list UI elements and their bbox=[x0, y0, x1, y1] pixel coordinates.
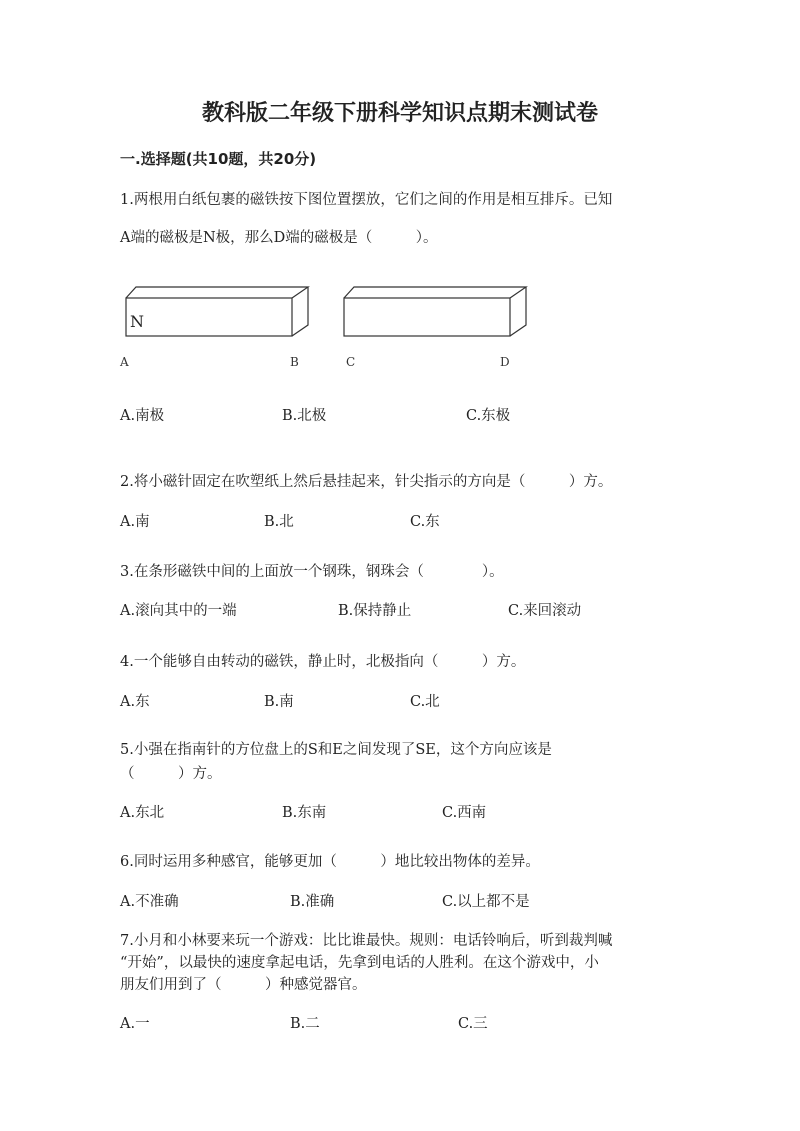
question-5-line-2: （ ）方。 bbox=[120, 766, 222, 782]
q2-option-a[interactable]: A.南 bbox=[120, 514, 150, 530]
magnets-figure bbox=[120, 278, 540, 348]
q1-option-a[interactable]: A.南极 bbox=[120, 408, 165, 424]
question-7-line-2: “开始”，以最快的速度拿起电话，先拿到电话的人胜利。在这个游戏中，小 bbox=[120, 955, 599, 971]
q2-option-b[interactable]: B.北 bbox=[264, 514, 294, 530]
question-7-line-3: 朋友们用到了（ ）种感觉器官。 bbox=[120, 977, 367, 993]
end-label-b: B bbox=[290, 355, 299, 369]
end-label-a: A bbox=[120, 355, 129, 369]
q3-option-c[interactable]: C.来回滚动 bbox=[508, 603, 582, 619]
q4-option-a[interactable]: A.东 bbox=[120, 694, 150, 710]
q3-option-a[interactable]: A.滚向其中的一端 bbox=[120, 603, 237, 619]
page-title: 教科版二年级下册科学知识点期末测试卷 bbox=[201, 101, 598, 126]
magnet-left bbox=[126, 287, 308, 336]
q4-option-c[interactable]: C.北 bbox=[410, 694, 440, 710]
q1-option-b[interactable]: B.北极 bbox=[282, 408, 327, 424]
question-3-line-1: 3.在条形磁铁中间的上面放一个钢珠，钢珠会（ ）。 bbox=[120, 564, 504, 580]
question-7-line-1: 7.小月和小林要来玩一个游戏：比比谁最快。规则：电话铃响后，听到裁判喊 bbox=[120, 933, 613, 949]
question-1-line-2: A端的磁极是N极，那么D端的磁极是（ ）。 bbox=[120, 230, 438, 246]
question-1-line-1: 1.两根用白纸包裹的磁铁按下图位置摆放，它们之间的作用是相互排斥。已知 bbox=[120, 192, 613, 208]
q5-option-b[interactable]: B.东南 bbox=[282, 805, 327, 821]
question-6-line-1: 6.同时运用多种感官，能够更加（ ）地比较出物体的差异。 bbox=[120, 854, 540, 870]
magnet-right bbox=[344, 287, 526, 336]
q7-option-c[interactable]: C.三 bbox=[458, 1016, 488, 1032]
q1-option-c[interactable]: C.东极 bbox=[466, 408, 511, 424]
q3-option-b[interactable]: B.保持静止 bbox=[338, 603, 412, 619]
q6-option-c[interactable]: C.以上都不是 bbox=[442, 894, 530, 910]
question-4-line-1: 4.一个能够自由转动的磁铁，静止时，北极指向（ ）方。 bbox=[120, 654, 526, 670]
end-label-c: C bbox=[346, 355, 356, 369]
q4-option-b[interactable]: B.南 bbox=[264, 694, 294, 710]
q5-option-a[interactable]: A.东北 bbox=[120, 805, 165, 821]
q6-option-a[interactable]: A.不准确 bbox=[120, 894, 179, 910]
question-5-line-1: 5.小强在指南针的方位盘上的S和E之间发现了SE，这个方向应该是 bbox=[120, 742, 552, 758]
magnet-pole-label: N bbox=[130, 312, 144, 331]
q5-option-c[interactable]: C.西南 bbox=[442, 805, 487, 821]
q2-option-c[interactable]: C.东 bbox=[410, 514, 440, 530]
end-label-d: D bbox=[500, 355, 510, 369]
q6-option-b[interactable]: B.准确 bbox=[290, 894, 335, 910]
q7-option-b[interactable]: B.二 bbox=[290, 1016, 320, 1032]
section-heading: 一.选择题(共10题，共20分) bbox=[120, 150, 317, 168]
q7-option-a[interactable]: A.一 bbox=[120, 1016, 150, 1032]
question-2-line-1: 2.将小磁针固定在吹塑纸上然后悬挂起来，针尖指示的方向是（ ）方。 bbox=[120, 474, 613, 490]
